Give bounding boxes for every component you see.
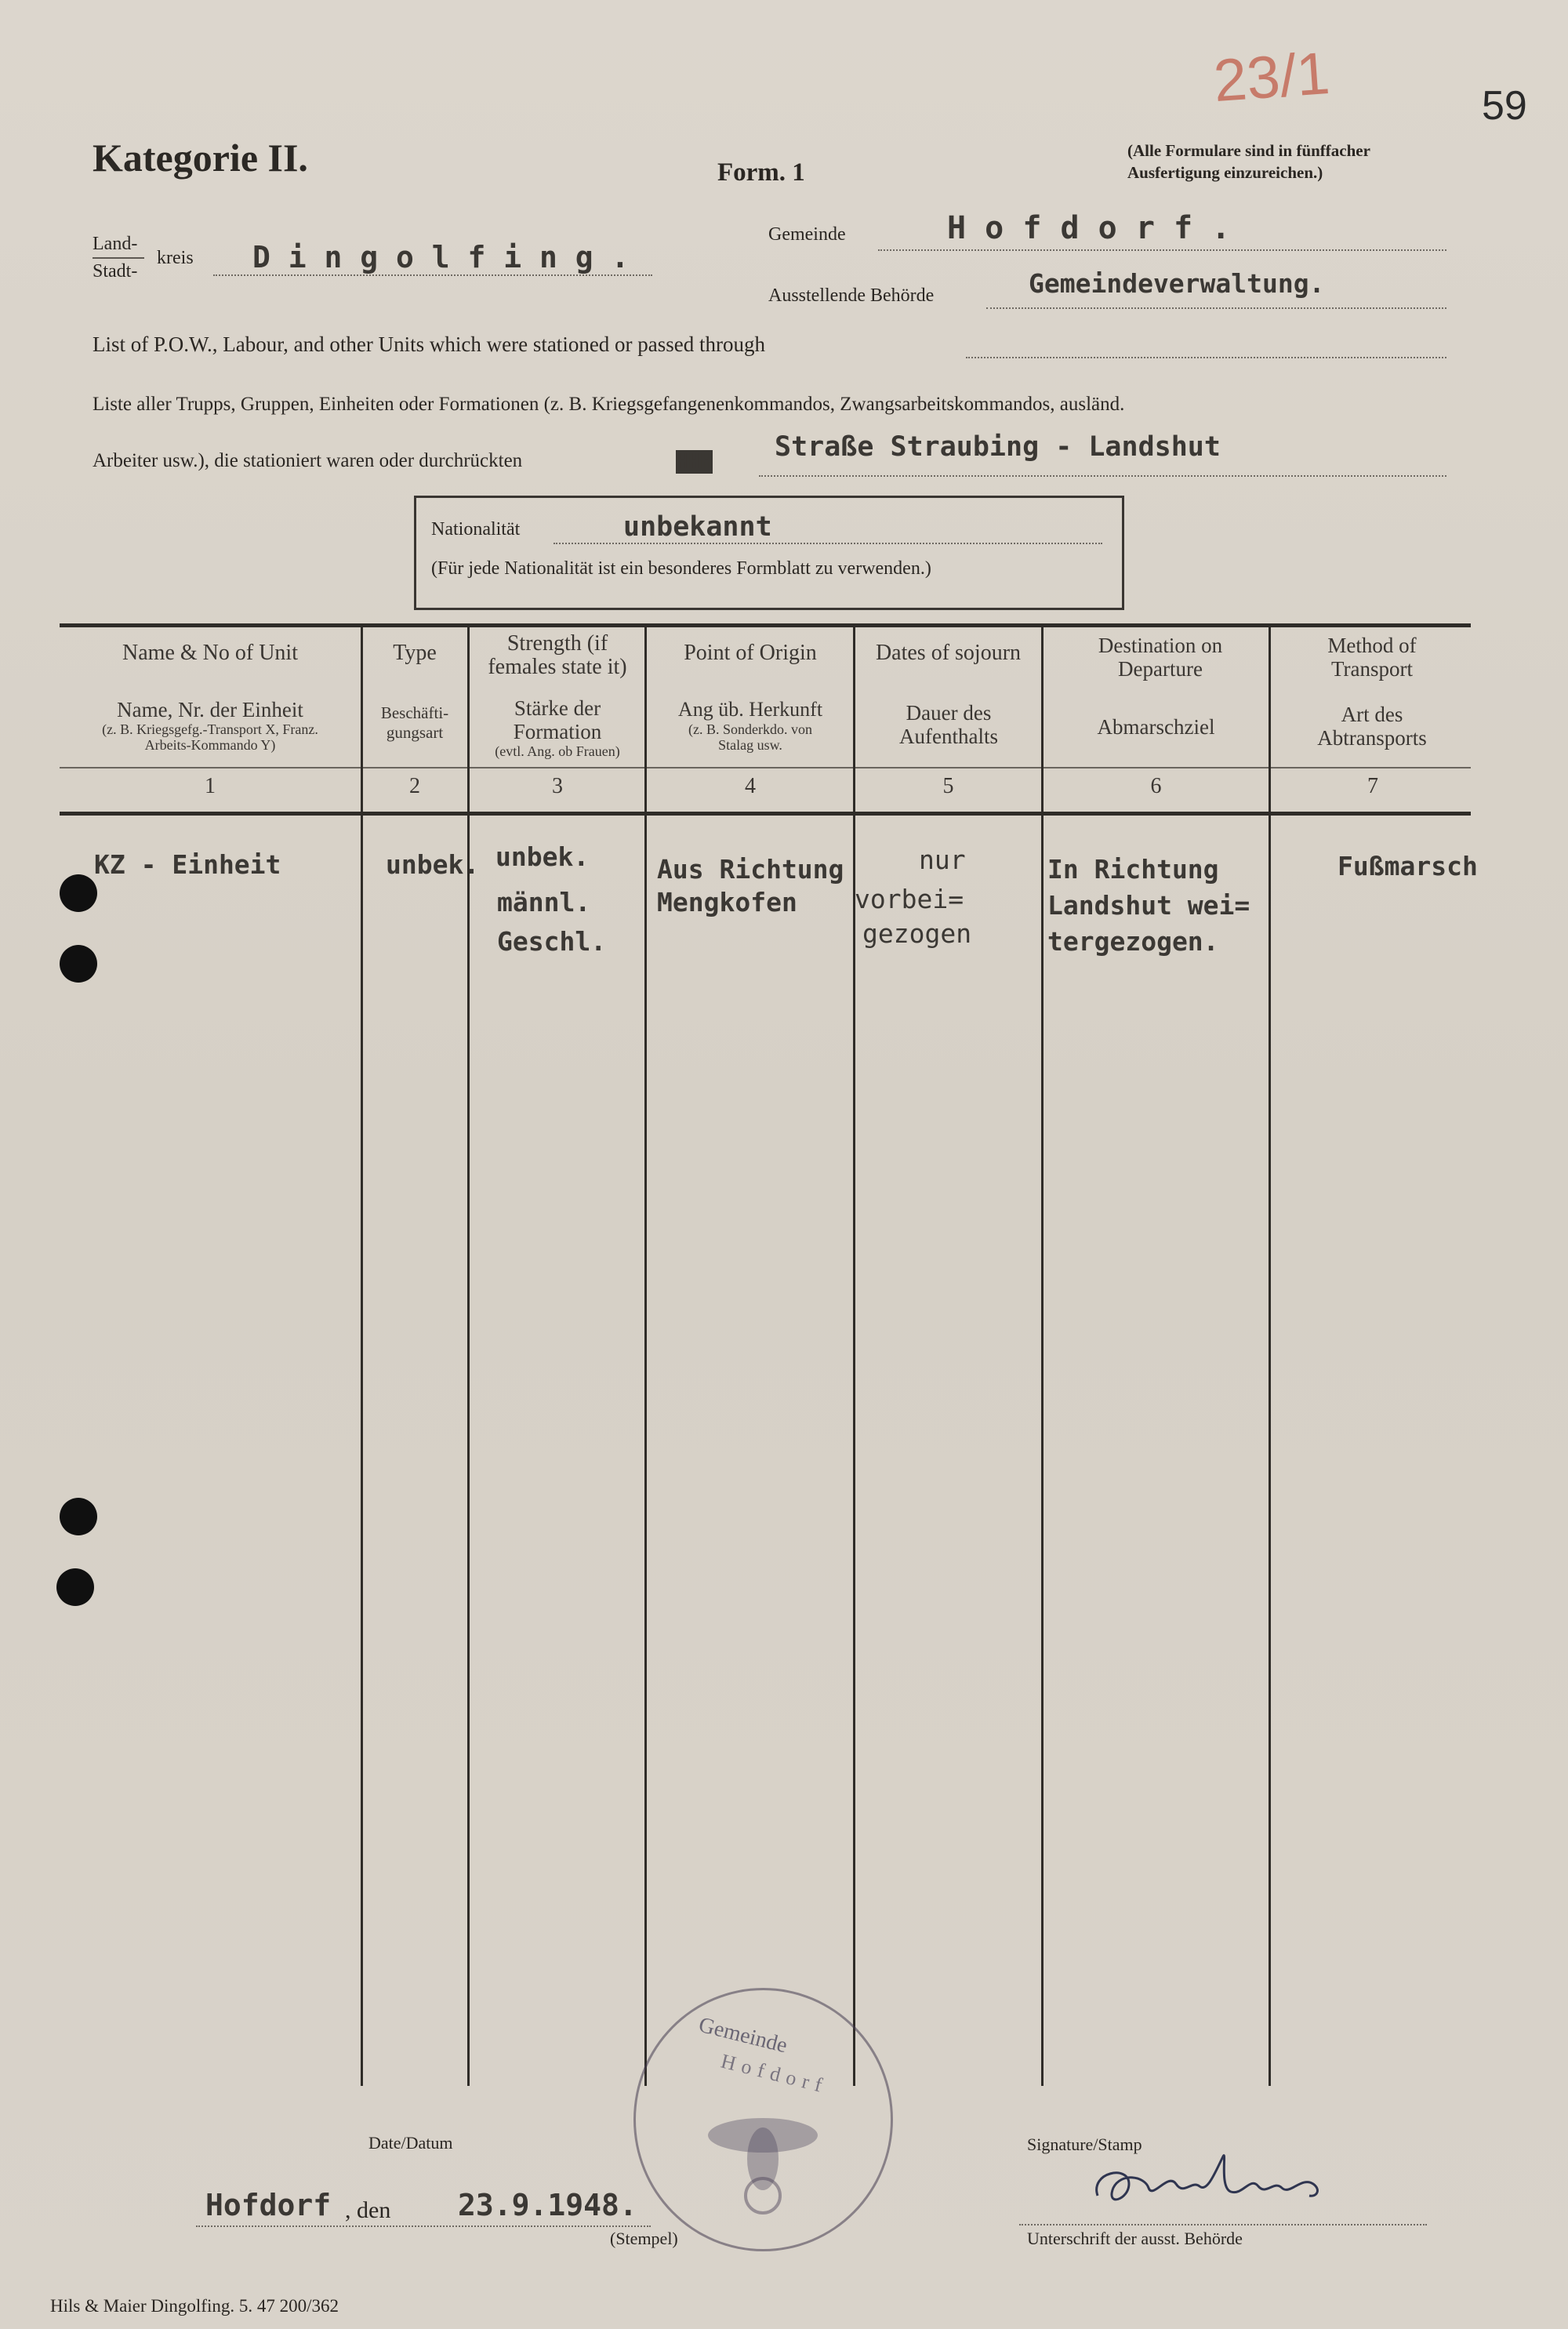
gemeinde-label: Gemeinde (768, 224, 846, 245)
row-type: unbek. (386, 849, 480, 880)
punch-hole-top-1 (60, 874, 97, 912)
row-origin-2: Mengkofen (657, 887, 797, 917)
col2-number: 2 (409, 774, 420, 798)
punch-hole-top-2 (60, 945, 97, 983)
row-destination-2: Landshut wei= (1047, 890, 1250, 921)
row-origin-1: Aus Richtung (657, 854, 844, 885)
col-divider-1 (361, 627, 363, 2086)
nationality-value: unbekannt (623, 511, 772, 543)
date-value: 23.9.1948. (458, 2188, 637, 2222)
submission-note-1: (Alle Formulare sind in fünffacher (1127, 141, 1370, 160)
row-sojourn-3: gezogen (862, 918, 972, 949)
date-dotted-line (196, 2225, 651, 2227)
handwritten-signature (1082, 2141, 1341, 2227)
land-label: Land- (93, 234, 138, 254)
nationality-dotted-line (554, 543, 1102, 544)
col-divider-3 (644, 627, 647, 2086)
row-destination-3: tergezogen. (1047, 926, 1219, 957)
den-label: , den (345, 2197, 391, 2223)
col2-german: Beschäfti-gungsart (380, 703, 449, 742)
row-strength-1: unbek. (495, 841, 590, 872)
row-sojourn-1: nur (919, 845, 966, 875)
list-german-1: Liste aller Trupps, Gruppen, Einheiten oder Formationen (z. B. Kriegsgefangenenkommandos, Zwangsarbeitskommandos, ausländ. (93, 394, 1125, 415)
list-english-dotted-line (966, 357, 1446, 358)
nationality-note: (Für jede Nationalität ist ein besonderes Formblatt zu verwenden.) (431, 558, 931, 579)
table-top-rule (60, 623, 1471, 627)
gemeinde-value: H o f d o r f . (947, 210, 1231, 246)
col-divider-4 (853, 627, 855, 2086)
gemeinde-dotted-line (878, 249, 1446, 251)
stamp-text-top: Gemeinde (696, 2012, 790, 2058)
col4-german-label: Ang üb. Herkunft (677, 698, 823, 721)
route-value: Straße Straubing - Landshut (775, 431, 1221, 463)
table-header-bottom-rule (60, 812, 1471, 816)
row-transport: Fußmarsch (1338, 851, 1478, 881)
col4-english: Point of Origin (684, 641, 817, 665)
nationality-label: Nationalität (431, 519, 521, 540)
row-strength-2: männl. (497, 887, 591, 917)
col4-german-sub: (z. B. Sonderkdo. von Stalag usw. (688, 721, 812, 753)
col7-number: 7 (1367, 774, 1378, 798)
col6-german: Abmarschziel (1097, 715, 1215, 739)
col5-english: Dates of sojourn (875, 641, 1022, 665)
col7-german: Art des Abtransports (1317, 703, 1427, 750)
col-divider-5 (1041, 627, 1044, 2086)
signature-dotted-line (1019, 2224, 1427, 2225)
stamp-text-bottom: Hofdorf (718, 2049, 831, 2098)
kreis-label: kreis (157, 248, 194, 268)
col7-english: Method of Transport (1327, 634, 1417, 681)
col3-english: Strength (if females state it) (488, 631, 627, 679)
behoerde-dotted-line (986, 307, 1446, 309)
col3-number: 3 (552, 774, 563, 798)
row-strength-3: Geschl. (497, 926, 607, 957)
col3-german (470, 696, 644, 759)
behoerde-label: Ausstellende Behörde (768, 285, 935, 306)
col-divider-2 (467, 627, 470, 2086)
route-dotted-line (759, 475, 1446, 477)
row-unit-name: KZ - Einheit (94, 849, 281, 880)
col1-number: 1 (205, 774, 216, 798)
category-title: Kategorie II. (93, 136, 308, 180)
header-divider (60, 767, 1471, 768)
kreis-value: D i n g o l f i n g . (252, 240, 630, 274)
col4-german (648, 698, 853, 753)
col1-german-label: Name, Nr. der Einheit (117, 698, 303, 721)
col1-german-sub: (z. B. Kriegsgefg.-Transport X, Franz. Arbeits-Kommando Y) (102, 721, 318, 753)
col-divider-6 (1269, 627, 1271, 2086)
col6-english: Destination on Departure (1098, 634, 1223, 681)
stadt-label: Stadt- (93, 261, 138, 282)
stempel-label: (Stempel) (610, 2229, 678, 2248)
fraction-bar (93, 257, 144, 259)
date-label: Date/Datum (368, 2133, 453, 2153)
page-number: 59 (1482, 83, 1527, 129)
list-english: List of P.O.W., Labour, and other Units which were stationed or passed through (93, 332, 766, 356)
printer-imprint: Hils & Maier Dingolfing. 5. 47 200/362 (50, 2296, 339, 2316)
behoerde-value: Gemeindeverwaltung. (1029, 268, 1325, 299)
submission-note-2: Ausfertigung einzureichen.) (1127, 163, 1323, 182)
place-value: Hofdorf (205, 2188, 332, 2222)
form-number: Form. 1 (717, 158, 805, 187)
row-destination-1: In Richtung (1047, 854, 1219, 885)
signature-caption: Unterschrift der ausst. Behörde (1027, 2229, 1243, 2248)
kreis-dotted-line (213, 274, 652, 276)
col1-header (60, 641, 361, 665)
punch-hole-bottom-2 (56, 1568, 94, 1606)
list-german-2: Arbeiter usw.), die stationiert waren oder durchrückten (93, 450, 523, 471)
col4-number: 4 (745, 774, 756, 798)
punch-hole-bottom-1 (60, 1498, 97, 1535)
col1-english: Name & No of Unit (122, 641, 298, 665)
overtyped-word: HHH (676, 450, 713, 474)
row-sojourn-2: vorbei= (855, 884, 964, 914)
signature-label: Signature/Stamp (1027, 2135, 1142, 2154)
col2-english: Type (393, 641, 437, 665)
col3-german-sub: (evtl. Ang. ob Frauen) (495, 743, 620, 759)
col3-german-label: Stärke der Formation (513, 696, 602, 743)
pencil-reference: 23/1 (1211, 39, 1332, 115)
col5-number: 5 (942, 774, 954, 798)
col1-german (60, 698, 361, 753)
col6-number: 6 (1150, 774, 1162, 798)
col5-german: Dauer des Aufenthalts (899, 701, 998, 748)
